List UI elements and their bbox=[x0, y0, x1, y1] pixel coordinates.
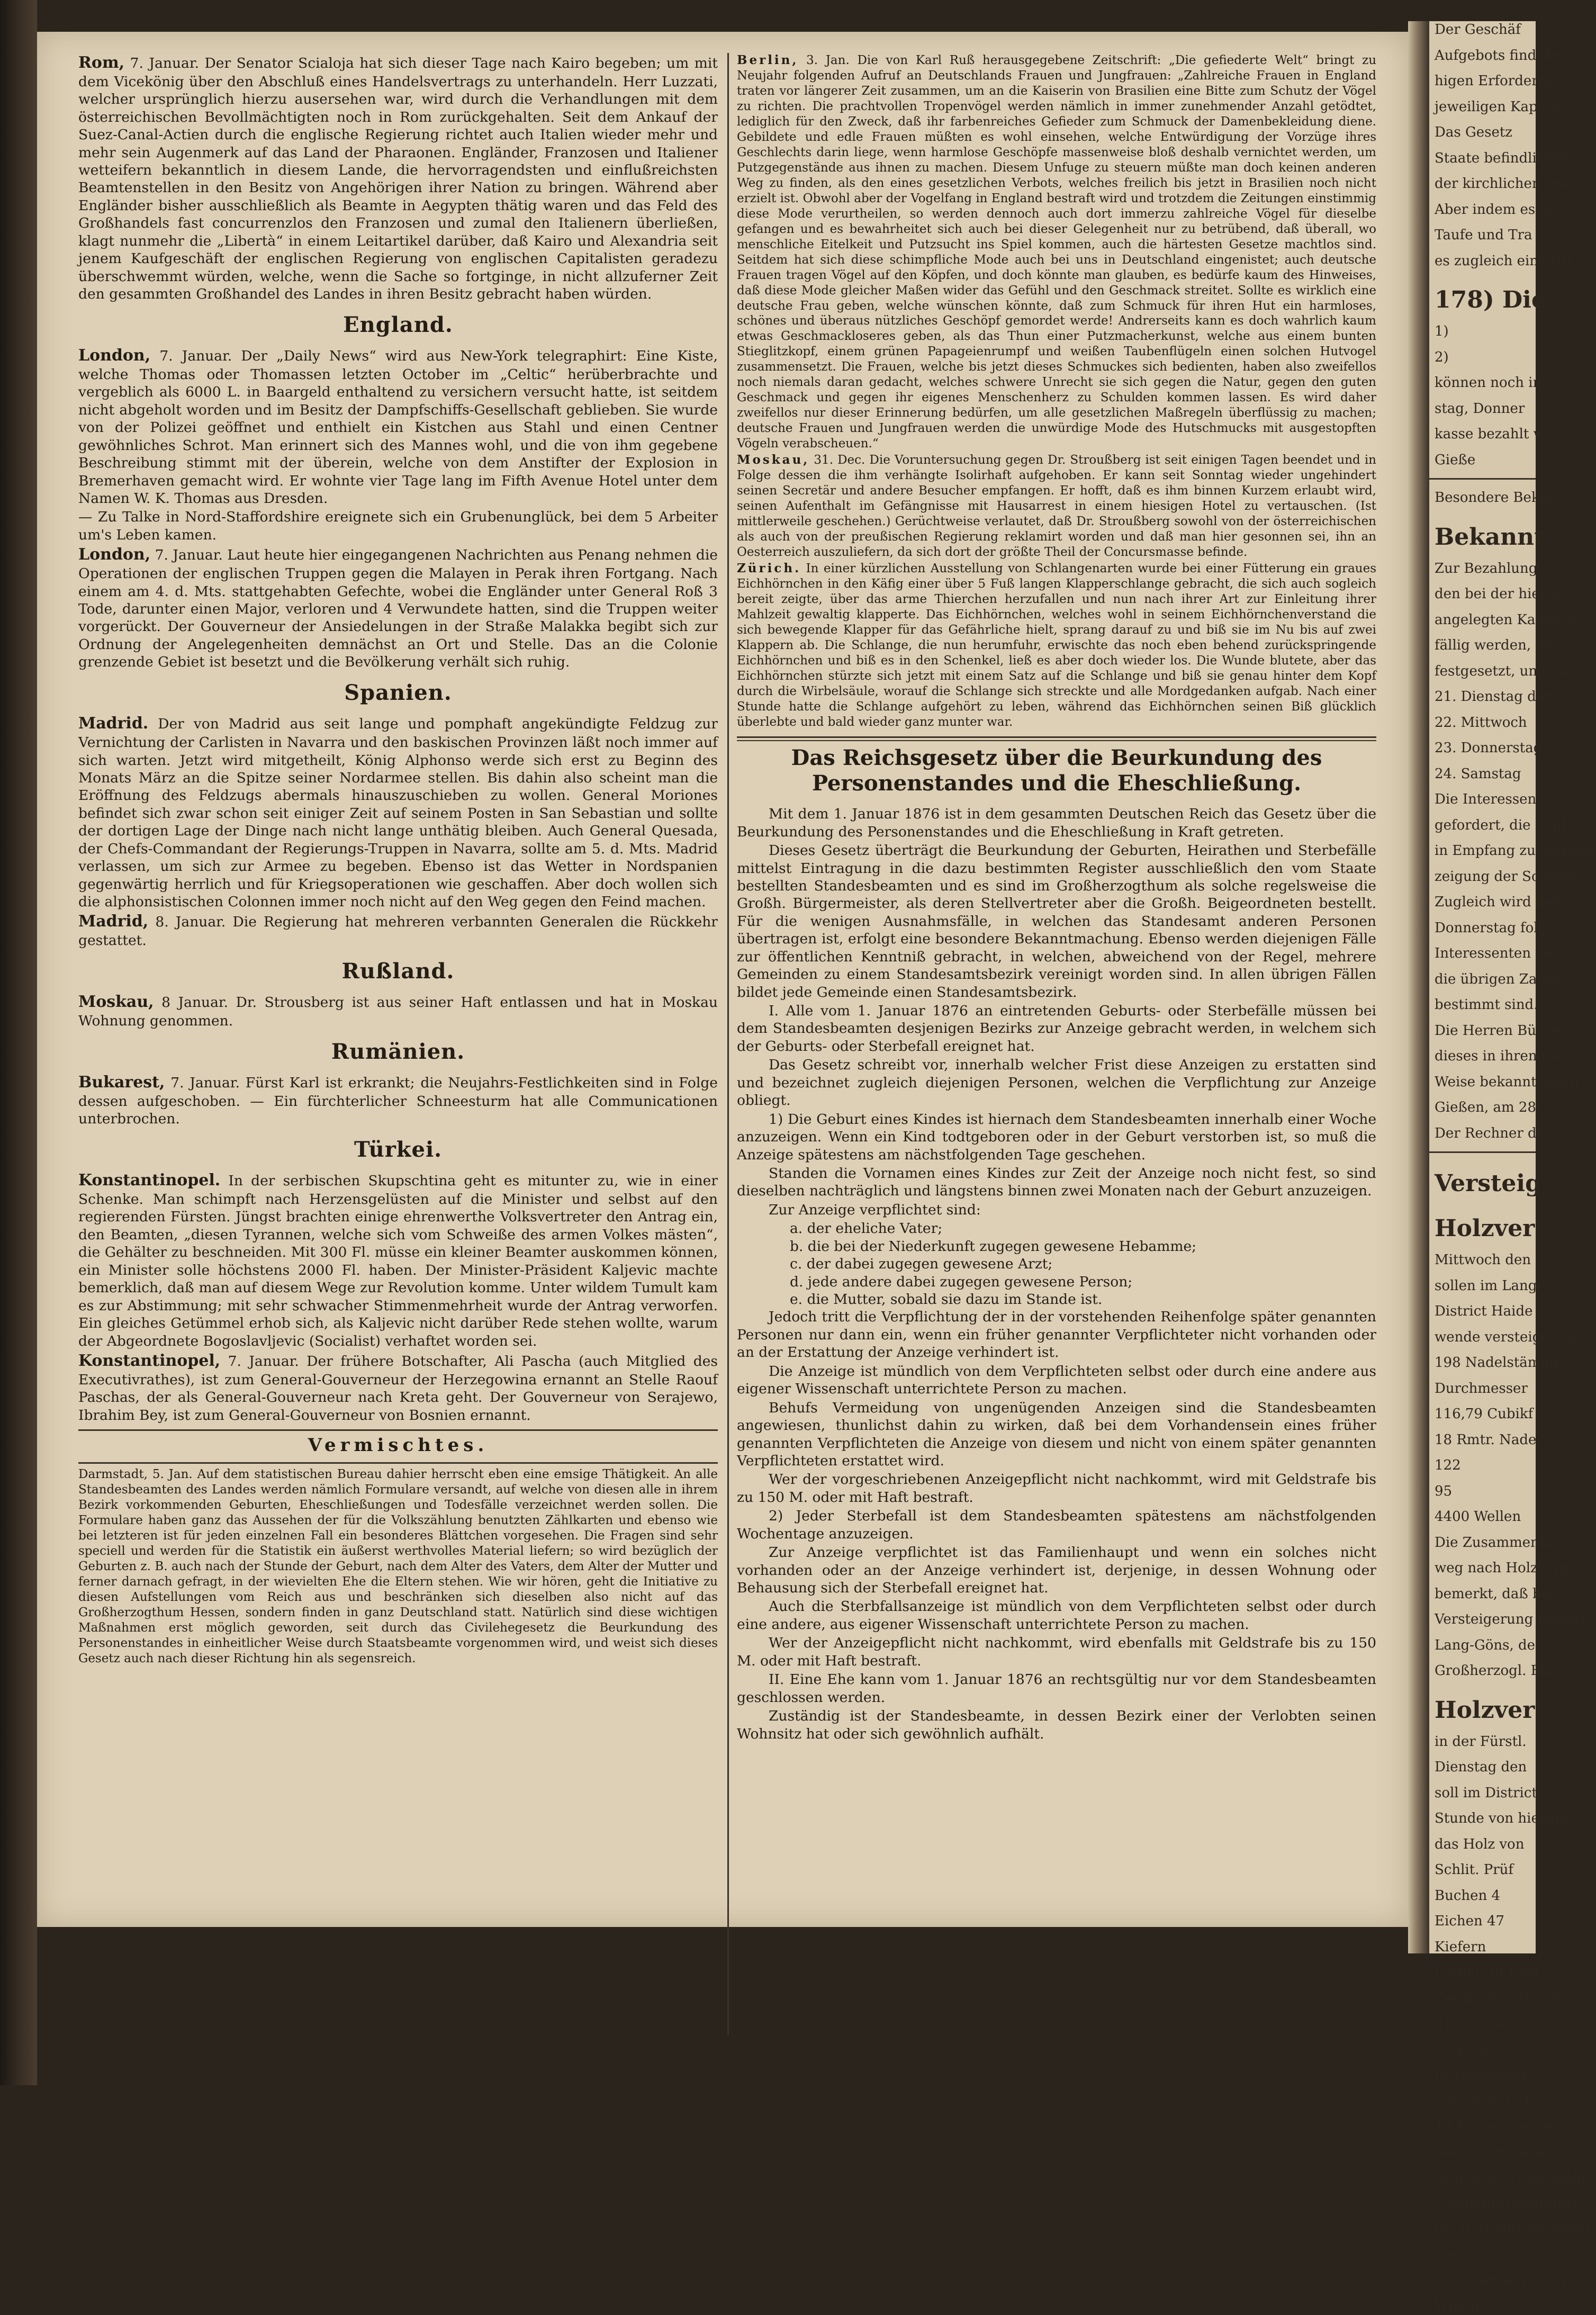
page-fragment-text: 95 bbox=[1435, 1483, 1536, 1500]
right-column bbox=[737, 53, 1376, 2035]
page-fragment-text: Kiefern bbox=[1435, 1939, 1536, 1956]
news-article bbox=[737, 561, 1376, 730]
right-column-news bbox=[737, 53, 1376, 730]
dateline: Madrid. bbox=[78, 714, 148, 733]
law-paragraph: Das Gesetz schreibt vor, innerhalb welcher Frist diese Anzeigen zu erstatten sind und bezeichnet zugleich diejenigen Personen, welchen die Verpflichtung zur Anzeige obliegt. bbox=[737, 1056, 1376, 1109]
page-fragment-text: Eichen 47 bbox=[1435, 1913, 1536, 1930]
page-fragment-text: Der Rechner der bbox=[1435, 1125, 1536, 1142]
page-fragment-text: Gießen, am 28. N bbox=[1435, 1099, 1536, 1116]
law-paragraph: Zur Anzeige verpflichtet ist das Familienhaupt und wenn ein solches nicht vorhanden oder an der Anzeige verhindert ist, derjenige, in dessen Wohnung oder Behausung sich der Sterbefall ereignet hat. bbox=[737, 1544, 1376, 1597]
page-fragment-text: Gieße bbox=[1435, 452, 1536, 469]
page-fragment-text: bestimmt sind. bbox=[1435, 996, 1536, 1014]
page-fragment-text: 24. Samstag bbox=[1435, 765, 1536, 783]
law-article-title: Das Reichsgesetz über die Beurkundung des Personenstandes und die Eheschließung. bbox=[737, 745, 1376, 797]
page-fragment-text: Die Zusammenkun bbox=[1435, 1534, 1536, 1552]
dateline: Berlin, bbox=[737, 53, 798, 67]
page-fragment-text: zeigung der Schulds bbox=[1435, 868, 1536, 886]
news-article bbox=[737, 53, 1376, 452]
page-fragment-text: 22. Mittwoch bbox=[1435, 714, 1536, 732]
page-fragment-text: Großherzogl. Bür bbox=[1435, 1662, 1536, 1680]
article-text: 31. Dec. Die Voruntersuchung gegen Dr. Stroußberg ist seit einigen Tagen beendet und in Folge dessen die ihm verhängte Isolirhaft aufgehoben. Er kann seit Sonntag wieder ungehindert seinen Secretär und andere Besucher empfangen. Er hofft, daß es ihm binnen Kurzem erlaubt wird, seinen Aufenthalt im Gefängnisse mit Hausarrest in einem hiesigen Hotel zu vertauschen. (Ist mittlerweile geschehen.) Gerüchtweise verlautet, daß Dr. Stroußberg sowohl von der österreichischen als auch von der preußischen Regierung reklamirt worden und daß man hier gesonnen sei, ihn an Oesterreich auszuliefern, da sich dort der größte Theil der Concursmasse befinde. bbox=[737, 453, 1376, 559]
section-rule bbox=[737, 736, 1376, 741]
page-fragment-text: 122 bbox=[1435, 1457, 1536, 1474]
fragment-rule bbox=[1429, 478, 1536, 480]
article-text: 8 Januar. Dr. Strousberg ist aus seiner Haft entlassen und hat in Moskau Wohnung genommen. bbox=[78, 994, 718, 1029]
page-fragment-text: 18 Rmtr. Nadel bbox=[1435, 1431, 1536, 1449]
page-fragment-text: Mittwoch den bbox=[1435, 1251, 1536, 1269]
page-fragment-text: Versteigerung kommt bbox=[1435, 1611, 1536, 1628]
page-fragment-text: District Haide na bbox=[1435, 1303, 1536, 1320]
page-fragment-text: 178) Die bbox=[1435, 285, 1536, 314]
page-fragment-text: Durchmesser bbox=[1435, 1380, 1536, 1398]
news-article bbox=[78, 346, 718, 507]
section-heading: Vermischtes. bbox=[78, 1434, 718, 1457]
column-divider bbox=[727, 53, 729, 2035]
section-heading: Spanien. bbox=[78, 680, 718, 706]
page-fragment-text: Ferner 39 Eich bbox=[1435, 1964, 1536, 1981]
page-fragment-text: Staate befindlichen bbox=[1435, 150, 1536, 167]
page-fragment-text: Interessenten der bbox=[1435, 945, 1536, 962]
law-paragraph: Mit dem 1. Januar 1876 ist in dem gesammten Deutschen Reich das Gesetz über die Beurkundung des Personenstandes und die Eheschließung in Kraft getreten. bbox=[737, 805, 1376, 841]
law-paragraph: I. Alle vom 1. Januar 1876 an eintretenden Geburts- oder Sterbefälle müssen bei dem Standesbeamten desjenigen Bezirks zur Anzeige gebracht werden, in welchem sich der Geburts- oder Sterbefall ereignet hat. bbox=[737, 1002, 1376, 1055]
page-fragment-text: higen Erforderniss bbox=[1435, 73, 1536, 90]
page-fragment-text: 16 Eichenstangen bbox=[1435, 2118, 1536, 2136]
page-fragment-text: bemerkt, daß bei bbox=[1435, 1586, 1536, 1603]
page-fragment-text: Schloßmittagsgebiete bbox=[1435, 2195, 1536, 2213]
page-fragment-text: weg nach Holzheim bbox=[1435, 1560, 1536, 1577]
page-fragment-text: Aufgebots find der bbox=[1435, 47, 1536, 65]
section-heading: Rußland. bbox=[78, 958, 718, 985]
law-paragraph: Zuständig ist der Standesbeamte, in dessen Bezirk einer der Verlobten seinen Wohnsitz hat oder sich gewöhnlich aufhält. bbox=[737, 1707, 1376, 1743]
page-fragment-text: Taufe und Tra bbox=[1435, 227, 1536, 244]
law-paragraph: II. Eine Ehe kann vom 1. Januar 1876 an rechtsgültig nur vor dem Standesbeamten geschlossen werden. bbox=[737, 1671, 1376, 1706]
dateline: Bukarest, bbox=[78, 1073, 165, 1092]
list-item: c. der dabei zugegen gewesene Arzt; bbox=[790, 1255, 1376, 1273]
article-text: 8. Januar. Die Regierung hat mehreren verbannten Generalen die Rückkehr gestattet. bbox=[78, 914, 718, 949]
page-fragment-text: jeweiligen Kapitali bbox=[1435, 98, 1536, 116]
page-fragment-text: stag, Donner bbox=[1435, 400, 1536, 418]
page-fragment-text: Die Zusammenkunf bbox=[1435, 2144, 1536, 2161]
page-fragment-text: Besondere Bekan bbox=[1435, 489, 1536, 507]
page-fragment-text: 1) bbox=[1435, 323, 1536, 340]
page-fragment-text: Die Interessent bbox=[1435, 791, 1536, 808]
law-paragraph: Auch die Sterbfallsanzeige ist mündlich von dem Verpflichteten selbst oder durch eine andere, aus eigener Wissenschaft unterrichtete Person zu machen. bbox=[737, 1598, 1376, 1633]
page-fragment-text: angelegten Kapitalie bbox=[1435, 611, 1536, 629]
news-item: Darmstadt, 5. Jan. Auf dem statistischen Bureau dahier herrscht eben eine emsige Thätigkeit. An alle Standesbeamten des Landes werden nämlich Formulare versandt, auf welche von diesen alle in ihrem Bezirk vorkommenden Geburten, Eheschließungen und Todesfälle verzeichnet werden sollen. Die Formulare haben ganz das Aussehen der für die Volkszählung benutzten Zählkarten und ebenso wie bei letzteren ist für jeden einzelnen Fall ein besonderes Blättchen vorgesehen. Die Fragen sind sehr speciell und werden für die Statistik ein äußerst werthvolles Material liefern; so wird bezüglich der Geburten z. B. auch nach der Stunde der Geburt, nach dem Alter des Vaters, dem Alter der Mutter und ferner darnach gefragt, in der wievielten Ehe die Eltern stehen. Wie wir hören, geht die Initiative zu diesen Aufstellungen vom Reich aus und beschränken sich dieselben also nicht auf das Großherzogthum Hessen, sondern finden in ganz Deutschland statt. Natürlich sind diese wichtigen Maßnahmen erst möglich geworden, seit durch das Civilehegesetz die Beurkundung des Personenstandes in einheitlicher Weise durch Staatsbeamte vorgenommen wird, und weist sich dieses Gesetz auch nach dieser Richtung hin als segensreich. bbox=[78, 1467, 718, 1667]
adjacent-page-fragment bbox=[1429, 21, 1536, 1953]
page-fragment-text: soll im District bbox=[1435, 1785, 1536, 1802]
page-fragment-text: Weise bekannt mach bbox=[1435, 1074, 1536, 1091]
page-fragment-text: es zugleich eine frü bbox=[1435, 253, 1536, 270]
page-fragment-text: Durchmesser bbox=[1435, 2067, 1536, 2084]
news-article bbox=[737, 453, 1376, 560]
page-fragment-text: Donnerstag folgen bbox=[1435, 920, 1536, 937]
news-paragraph: — Zu Talke in Nord-Staffordshire ereignete sich ein Grubenunglück, bei dem 5 Arbeiter um's Leben kamen. bbox=[78, 508, 718, 544]
page-fragment-text: Aber indem es in bbox=[1435, 201, 1536, 219]
news-article bbox=[78, 714, 718, 911]
page-fragment-text: den bei der hiesige bbox=[1435, 585, 1536, 603]
page-fragment-text: sollen im Lang- bbox=[1435, 1277, 1536, 1295]
law-paragraph: Die Anzeige ist mündlich von dem Verpflichteten selbst oder durch eine andere aus eigener Wissenschaft unterrichtete Person zu machen. bbox=[737, 1363, 1376, 1398]
dateline: London, bbox=[78, 346, 150, 365]
news-article bbox=[78, 992, 718, 1030]
page-fragment-text: der kirchlichen Verr bbox=[1435, 175, 1536, 193]
page-fragment-text: Dienstag den bbox=[1435, 1759, 1536, 1776]
law-article-body bbox=[737, 805, 1376, 1219]
law-paragraph: Jedoch tritt die Verpflichtung der in der vorstehenden Reihenfolge später genannten Personen nur dann ein, wenn ein früher genannter Verpflichteter nicht vorhanden oder an der Erstattung der Anzeige verhindert ist. bbox=[737, 1308, 1376, 1361]
news-article bbox=[78, 1351, 718, 1424]
list-item: a. der eheliche Vater; bbox=[790, 1220, 1376, 1237]
law-paragraph: Wer der Anzeigepflicht nicht nachkommt, wird ebenfalls mit Geldstrafe bis zu 150 M. oder mit Haft bestraft. bbox=[737, 1634, 1376, 1670]
list-item: d. jede andere dabei zugegen gewesene Person; bbox=[790, 1273, 1376, 1291]
news-article bbox=[78, 53, 718, 303]
page-fragment-text: in Empfang zu nehmen bbox=[1435, 842, 1536, 860]
page-fragment-text: Versteig bbox=[1435, 1169, 1536, 1198]
page-fragment-text: Centimeter Durchme bbox=[1435, 1990, 1536, 2007]
article-text: 7. Januar. Fürst Karl ist erkrankt; die Neujahrs-Festlichkeiten sind in Folge dessen aufgeschoben. — Ein fürchterlicher Schneesturm hat alle Communicationen unterbrochen. bbox=[78, 1075, 718, 1127]
law-paragraph: Behufs Vermeidung von ungenügenden Anzeigen sind die Standesbeamten angewiesen, thunlichst dahin zu wirken, daß bei dem Vorhandensein eines früher genannten Verpflichteten die Anzeige von diesem und nicht von einem später genannten Verpflichteten erstattet wird. bbox=[737, 1399, 1376, 1470]
page-fragment-text: in der Fürstl. bbox=[1435, 1733, 1536, 1751]
page-fragment-text: wende versteigert we bbox=[1435, 1329, 1536, 1346]
news-article bbox=[78, 912, 718, 949]
news-article bbox=[78, 1073, 718, 1128]
page-gutter bbox=[1408, 21, 1429, 1953]
left-column bbox=[78, 53, 718, 2035]
page-fragment-text: das Holz von bbox=[1435, 1836, 1536, 1853]
law-article-body-continued bbox=[737, 1308, 1376, 1743]
news-article bbox=[78, 545, 718, 671]
page-fragment-text: Buchen 4 bbox=[1435, 1887, 1536, 1905]
page-fragment-text: 21. Dienstag den bbox=[1435, 688, 1536, 706]
dateline: Konstantinopel, bbox=[78, 1352, 220, 1370]
section-rule bbox=[78, 1462, 718, 1464]
page-fragment-text: weg an der Eisenbahn bbox=[1435, 2169, 1536, 2187]
law-paragraph: Dieses Gesetz überträgt die Beurkundung der Geburten, Heirathen und Sterbefälle mittelst Eintragung in die dazu bestimmten Register ausschließlich den vom Staate bestellten Standesbeamten und es sind im Großherzogthum als solche regelsweise die Großh. Bürgermeister, als deren Stellvertreter aber die Großh. Beigeordneten bestellt. Für die wenigen Ausnahmsfälle, in welchen das Standesamt anderen Personen übertragen ist, erfolgt eine besondere Bekanntmachung. Ebenso werden diejenigen Fälle zur öffentlichen Kenntniß gebracht, in welchen, abweichend von der Regel, mehrere Gemeinden zu einem Standesamtsbezirk vereinigt worden sind. In allen übrigen Fällen bildet jede Gemeinde einen Standesamtsbezirk. bbox=[737, 842, 1376, 1001]
dateline: Konstantinopel. bbox=[78, 1171, 220, 1190]
news-article bbox=[78, 1170, 718, 1350]
page-fragment-text: Wimm bbox=[1435, 2298, 1536, 2315]
page-fragment-text: 93 Kiefernstämm bbox=[1435, 2041, 1536, 2059]
article-text: In der serbischen Skupschtina geht es mitunter zu, wie in einer Schenke. Man schimpft nach Herzensgelüsten auf die Minister und selbst auf den regierenden Fürsten. Jüngst brachten einige ehrenwerthe Volksvertreter den Antrag ein, den Beamten, „diesen Tyrannen, welche sich vom Schweiße des armen Volkes mästen“, die Gehälter zu beschneiden. Mit 300 Fl. müsse ein kleiner Beamter auskommen können, ein Minister solle höchstens 2000 Fl. haben. Der Minister-Präsident Kaljevic machte bemerklich, daß man auf diesem Wege zur Revolution komme. Unter wildem Tumult kam es zur Abstimmung; mit sehr schwacher Stimmenmehrheit wurde der Antrag verworfen. Ein gleiches Getümmel erhob sich, als Kaljevic nicht darüber Rede stehen wollte, warum der Abgeordnete Bogoslavljevic (Socialist) verhaftet worden sei. bbox=[78, 1173, 718, 1349]
page-fragment-text: Zugleich wird bem bbox=[1435, 894, 1536, 911]
section-heading: England. bbox=[78, 312, 718, 338]
dateline: Moskau, bbox=[737, 453, 809, 467]
page-fragment-text: festgesetzt, und zwar bbox=[1435, 663, 1536, 680]
page-fragment-text: gefordert, die Zahlu bbox=[1435, 817, 1536, 834]
article-text: 7. Januar. Der frühere Botschafter, Ali Pascha (auch Mitglied des Executivrathes), ist zum General-Gouverneur der Herzegowina ernannt an Stelle Raouf Paschas, der als General-Gouverneur nach Kreta geht. Der Gouverneur von Serajewo, Ibrahim Bey, ist zum General-Gouverneur von Bosnien ernannt. bbox=[78, 1353, 718, 1424]
section-heading: Rumänien. bbox=[78, 1039, 718, 1065]
page-fragment-text: Zur Bezahlung bbox=[1435, 560, 1536, 578]
page-fragment-text: Holzver bbox=[1435, 1214, 1536, 1243]
article-text: 7. Januar. Der Senator Scialoja hat sich dieser Tage nach Kairo begeben; um mit dem Vicekönig über den Abschluß eines Handelsvertrags zu unterhandeln. Herr Luzzati, welcher ursprünglich hierzu ausersehen war, wird durch die Verhandlungen mit dem österreichischen Bevollmächtigten noch in Rom zurückgehalten. Seit dem Ankauf der Suez-Canal-Actien durch die englische Regierung richtet auch Italien wieder mehr und mehr sein Augenmerk auf das Land der Pharaonen. Engländer, Franzosen und Italiener wetteifern bekanntlich in diesem Lande, die hervorragendsten und einflußreichsten Beamtenstellen in den Besitz von Angehörigen ihrer Nation zu bringen. Während aber Engländer bisher ausschließlich als Beamte in Aegypten thätig waren und das Feld des Großhandels fast concurrenzlos den Franzosen und zumal den Italienern überließen, klagt nunmehr die „Libertà“ in einem Leitartikel darüber, daß Kairo und Alexandria seit jenem Kaufgeschäft der englischen Regierung von englischen Capitalisten geradezu überschwemmt würden, welche, wenn die Sache so fortginge, in nicht allzuferner Zeit den gesammten Großhandel des Landes in ihren Besitz gebracht haben würden. bbox=[78, 55, 718, 302]
article-text: 3. Jan. Die von Karl Ruß herausgegebene Zeitschrift: „Die gefiederte Welt“ bringt zu Neujahr folgenden Aufruf an Deutschlands Frauen und Jungfrauen: „Zahlreiche Frauen in England traten vor längerer Zeit zusammen, um an die Kaiserin von Brasilien eine Bitte zum Schutz der Vögel zu richten. Die prachtvollen Tropenvögel werden nämlich in immer zunehmender Anzahl getödtet, lediglich für den Zweck, daß ihr farbenreiches Gefieder zum Schmuck der Damenbekleidung diene. Gebildete und edle Frauen müßten es wohl einsehen, welche Entwürdigung der Vorzüge ihres Geschlechts darin liege, wenn harmlose Geschöpfe massenweise bloß deshalb vernichtet werden, um Putzgegenstände aus ihnen zu machen. Diesem Unfuge zu steuern müßte man doch keinen anderen Weg zu finden, als den eines gesetzlichen Verbots, welches freilich bis jetzt in Brasilien noch nicht erzielt ist. Obwohl aber der Vogelfang in England bestraft wird und trotzdem die Zeitungen einstimmig diese Mode verurtheilen, so werden dennoch auch dort immerzu zahlreiche Vögel für dieselbe gefangen und es bewahrheitet sich auch bei dieser Gelegenheit nur zu betrübend, daß überall, wo menschliche Eitelkeit und Putzsucht ins Spiel kommen, auch die härtesten Gesetze machtlos sind. Seitdem hat sich diese schimpfliche Mode auch bei uns in Deutschland eingenistet; auch deutsche Frauen tragen Vögel auf den Köpfen, und doch könnte man glauben, es bedürfe kaum des Hinweises, daß diese Mode gleicher Maßen wider das Gefühl und den Geschmack streitet. Sollte es wirklich eine deutsche Frau geben, welche wünschen könnte, daß zum Schmuck für ihren Hut ein harmloses, schönes und überaus nützliches Geschöpf gemordet werde! Andrerseits kann es doch wahrlich kaum etwas Geschmackloseres geben, als das Thun einer Putzmacherkunst, welche aus einem bunten Stieglitzkopf, einem grünen Papageienrumpf und weißen Taubenflügeln einen solchen Hutvogel zusammensetzt. Die Frauen, welche bis jetzt dieses Schmuckes sich bedienten, haben also zweifellos noch niemals daran gedacht, welches schwere Unrecht sie sich gegen die Natur, gegen den guten Geschmack und gegen ihr eigenes Menschenherz zu Schulden kommen lassen. Es wird daher zweifellos nur dieser Erinnerung bedürfen, um alle gesetzlichen Maßregeln überflüssig zu machen; deutsche Frauen und Jungfrauen werden die unwürdige Mode des Hutschmucks mit ausgestopften Vögeln verabscheuen.“ bbox=[737, 53, 1376, 451]
law-paragraph: Wer der vorgeschriebenen Anzeigepflicht nicht nachkommt, wird mit Geldstrafe bis zu 150 M. oder mit Haft bestraft. bbox=[737, 1471, 1376, 1506]
law-paragraph: Standen die Vornamen eines Kindes zur Zeit der Anzeige noch nicht fest, so sind dieselben nachträglich und längstens binnen zwei Monaten nach der Geburt anzuzeigen. bbox=[737, 1165, 1376, 1200]
page-fragment-text: mit 56,89 Cub bbox=[1435, 2093, 1536, 2110]
page-fragment-text: die übrigen Zahlta bbox=[1435, 971, 1536, 988]
page-fragment-text: fällig werden, fin bbox=[1435, 637, 1536, 654]
page-fragment-text: Lang-Göns bbox=[1435, 2247, 1536, 2264]
dateline: Madrid, bbox=[78, 912, 148, 931]
law-paragraph: 2) Jeder Sterbefall ist dem Standesbeamten spätestens am nächstfolgenden Wochentage anzuzeigen. bbox=[737, 1507, 1376, 1543]
page-fragment-text: Lich, den 6. Januar bbox=[1435, 2272, 1536, 2290]
page-fragment-text: 2) bbox=[1435, 349, 1536, 366]
obligation-list bbox=[790, 1220, 1376, 1308]
law-paragraph: 1) Die Geburt eines Kindes ist hiernach dem Standesbeamten innerhalb einer Woche anzuzeigen. Wenn ein Kind todtgeboren oder in der Geburt verstorben ist, so muß die Anzeige spätestens am nächstfolgenden Tage geschehen. bbox=[737, 1111, 1376, 1164]
page-fragment-text: können noch in bbox=[1435, 374, 1536, 392]
page-fragment-text: 4400 Wellen bbox=[1435, 1508, 1536, 1526]
dateline: Moskau, bbox=[78, 993, 154, 1011]
section-heading: Türkei. bbox=[78, 1137, 718, 1163]
section-rule bbox=[78, 1429, 718, 1431]
page-fragment-text: dieses in ihren Gem bbox=[1435, 1048, 1536, 1065]
page-fragment-text: Stunde von hiesiger bbox=[1435, 1810, 1536, 1827]
book-binding bbox=[0, 0, 37, 2085]
page-fragment-text: Die Herren Bürge bbox=[1435, 1022, 1536, 1040]
page-fragment-text: 198 Nadelstämme bbox=[1435, 1354, 1536, 1372]
page-fragment-text: 23. Donnerstag bbox=[1435, 740, 1536, 757]
article-text: In einer kürzlichen Ausstellung von Schlangenarten wurde bei einer Fütterung ein graues Eichhörnchen in den Käfig einer über 5 Fuß langen Klapperschlange gebracht, die sich auch sogleich bereit zeigte, über das arme Thierchen herzufallen und nun nach ihrer Art zur Einleitung ihrer Mahlzeit gewaltig klapperte. Das Eichhörnchen, welches wohl in seinem Eichhörnchenverstand die sich bewegende Klapper für das Gefährliche hielt, sprang darauf zu und biß sie im Nu bis auf zwei Klappern ab. Die Schlange, die nun herumfuhr, erwischte das noch eben behend zurückspringende Eichhörnchen und biß es in den Schenkel, ließ es aber doch wieder los. Die Wunde blutete, aber das Eichhörnchen stürzte sich jetzt mit einem Satz auf die Schlange und biß sie genau hinter dem Kopf durch die Wirbelsäule, worauf die Schlange sich streckte und alle Mordgedanken aufgab. Nach einer Stunde hatte die Schlange aufgehört zu leben, während das Eichhörnchen seinen Biß glücklich überlebte und bald wieder ganz munter war. bbox=[737, 562, 1376, 729]
list-item: b. die bei der Niederkunft zugegen gewesene Hebamme; bbox=[790, 1238, 1376, 1255]
article-text: 7. Januar. Laut heute hier eingegangenen Nachrichten aus Penang nehmen die Operationen der englischen Truppen gegen die Malayen in Perak ihren Fortgang. Nach einem am 4. d. Mts. stattgehabten Gefechte, wobei die Engländer unter General Roß 3 Tode, darunter einen Major, verloren und 4 Verwundete hatten, sind die Truppen weiter vorgerückt. Der Gouverneur der Ansiedelungen in der Straße Malakka begibt sich zur Ordnung der Angelegenheiten demnächst an Ort und Stelle. Das an die Colonie grenzende Gebiet ist besetzt und die Bevölkerung verhält sich ruhig. bbox=[78, 547, 718, 670]
list-item: e. die Mutter, sobald sie dazu im Stande ist. bbox=[790, 1291, 1376, 1308]
page-fragment-text: kasse bezahlt w bbox=[1435, 426, 1536, 443]
dateline: Zürich. bbox=[737, 561, 801, 575]
page-fragment-text: Das Gesetz bbox=[1435, 124, 1536, 141]
page-fragment-text: Der Geschäf bbox=[1435, 21, 1536, 39]
page-fragment-text: bei Ruthmittagsgebiet bbox=[1435, 2221, 1536, 2238]
page-fragment-text: Lang-Göns, den bbox=[1435, 1637, 1536, 1654]
article-text: Der von Madrid aus seit lange und pomphaft angekündigte Feldzug zur Vernichtung der Carlisten in Navarra und den baskischen Provinzen läßt noch immer auf sich warten. Jetzt wird mitgetheilt, König Alphonso werde sich erst zu Beginn des Monats März an die Spitze seiner Nordarmee stellen. Bis dahin also scheint man die Eröffnung des Feldzugs abermals hinauszuschieben zu wollen. General Moriones befindet sich zwar schon seit einiger Zeit auf seinem Posten in San Sebastian und sollte der dortigen Lage der Dinge nach nicht lange unthätig bleiben. Auch General Quesada, der Chefs-Commandant der Regierungs-Truppen in Navarra, sollte am 5. d. Mts. Madrid verlassen, um sich zur Armee zu begeben. Ebenso ist das Wetter in Nordspanien gegenwärtig herrlich und für Kriegsoperationen wie geschaffen. Aber doch wollen sich die alphonsistischen Colonnen immer noch nicht auf den Weg gegen den Feind machen. bbox=[78, 716, 718, 910]
dateline: London, bbox=[78, 545, 150, 564]
page-fragment-text: Bekannt bbox=[1435, 523, 1536, 552]
page-fragment-text: 116,79 Cubikf bbox=[1435, 1406, 1536, 1423]
page-fragment-text: Holzver bbox=[1435, 1696, 1536, 1725]
dateline: Rom, bbox=[78, 53, 124, 72]
page-fragment-text: Schlit. Prüf bbox=[1435, 1861, 1536, 1879]
page-fragment-text: 21 schwere Eiche bbox=[1435, 2015, 1536, 2033]
article-text: 7. Januar. Der „Daily News“ wird aus New-York telegraphirt: Eine Kiste, welche Thomas oder Thomassen letzten October im „Celtic“ herüberbrachte und vergeblich als 6000 L. in Baargeld enthaltend zu versichern versucht hatte, ist seitdem nicht abgeholt worden und im Besitz der Dampfschiffs-Gesellschaft geblieben. Sie wurde von der Polizei geöffnet und enthielt ein Kistchen aus Stahl und einen Centner gewöhnliches Schrot. Man erinnert sich des Mannes wohl, und die von ihm gegebene Beschreibung stimmt mit der überein, welche von dem Anstifter der Explosion in Bremerhaven gemacht wird. Er wohnte vier Tage lang im Fifth Avenue Hotel unter dem Namen W. K. Thomas aus Dresden. bbox=[78, 348, 718, 507]
law-paragraph: Zur Anzeige verpflichtet sind: bbox=[737, 1201, 1376, 1219]
fragment-rule bbox=[1429, 1151, 1536, 1153]
